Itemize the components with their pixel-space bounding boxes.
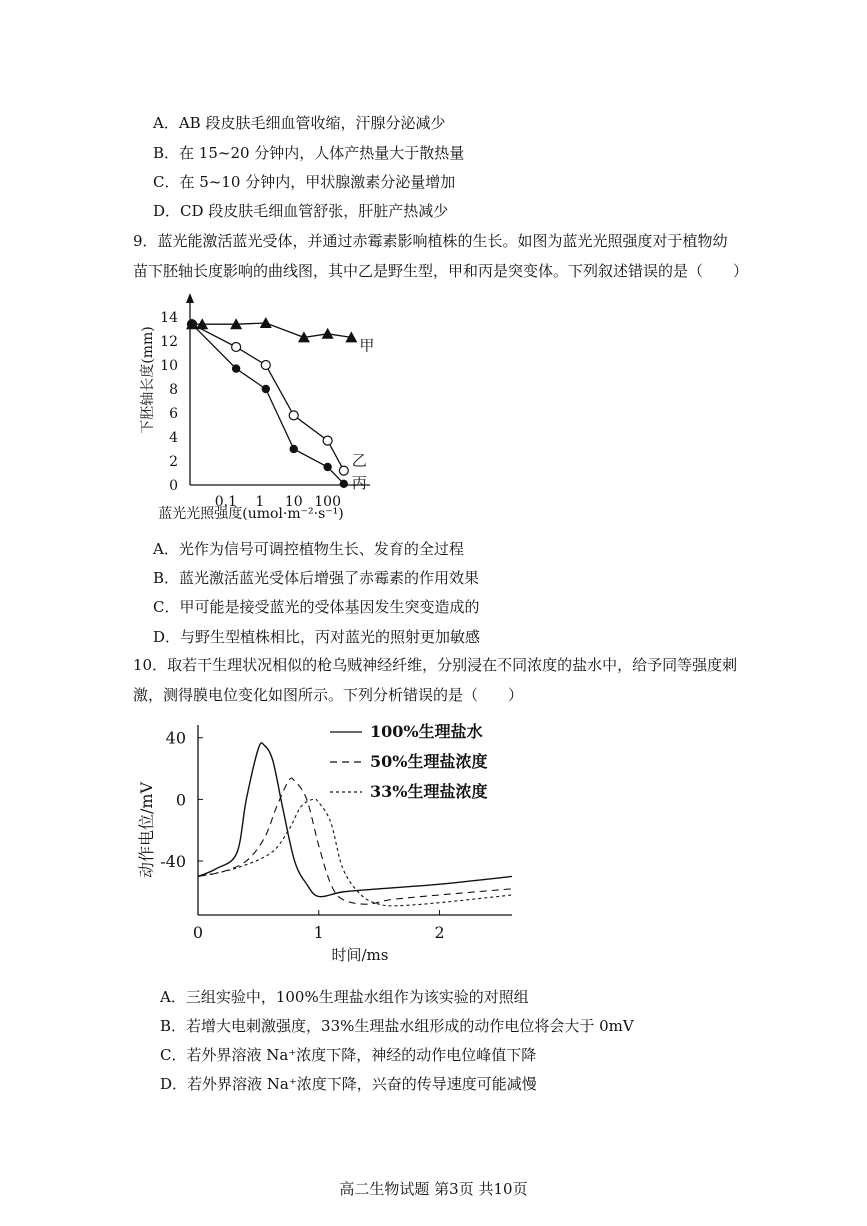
- chart2-legend-label: 33%生理盐浓度: [370, 782, 488, 801]
- chart1-filled-point: [290, 445, 298, 453]
- q8-option-c: C．在 5~10 分钟内，甲状腺激素分泌量增加: [153, 173, 456, 191]
- chart1-series-line-3: [192, 324, 344, 484]
- chart2-ylabel: 动作电位/mV: [137, 781, 156, 879]
- chart1-y-tick-label: 8: [169, 382, 178, 398]
- chart1-y-tick-label: 14: [160, 310, 178, 326]
- q9-option-b: B．蓝光激活蓝光受体后增强了赤霉素的作用效果: [153, 569, 480, 587]
- chart1-filled-point: [188, 320, 196, 328]
- chart1-x-tick-label: 100: [314, 494, 342, 510]
- chart1-series-label: 乙: [351, 451, 367, 470]
- chart1-triangle-point: [322, 328, 334, 339]
- chart1-filled-point: [262, 385, 270, 393]
- chart1-y-tick-label: 10: [160, 358, 178, 374]
- chart1-y-tick-label: 12: [160, 334, 178, 350]
- chart2-legend-label: 100%生理盐水: [370, 722, 483, 741]
- chart2-y-ticks: [160, 729, 203, 871]
- chart1-open-point: [261, 361, 270, 370]
- chart2-legend-label: 50%生理盐浓度: [370, 752, 488, 771]
- q10-stem-line1: 10．取若干生理状况相似的枪乌贼神经纤维，分别浸在不同浓度的盐水中，给予同等强度刺: [133, 656, 738, 674]
- q9-option-c: C．甲可能是接受蓝光的受体基因发生突变造成的: [153, 598, 480, 616]
- chart2-x-tick-label: 0: [192, 923, 204, 942]
- chart1-x-tick-label: 0.1: [214, 494, 238, 510]
- chart2-x-tick-label: 1: [313, 923, 324, 942]
- chart2-y-tick-label: 0: [175, 790, 186, 810]
- chart1-open-point: [232, 343, 241, 352]
- q9-stem-line2: 苗下胚轴长度影响的曲线图，其中乙是野生型，甲和丙是突变体。下列叙述错误的是（ ）: [133, 262, 749, 280]
- chart2-xlabel: 时间/ms: [331, 946, 389, 964]
- chart1-y-tick-label: 0: [169, 478, 178, 494]
- chart2-series-line-3: [198, 799, 512, 906]
- chart2-x-tick-label: 2: [434, 923, 445, 942]
- q9-option-d: D．与野生型植株相比，丙对蓝光的照射更加敏感: [153, 628, 481, 646]
- q8-option-b: B．在 15~20 分钟内，人体产热量大于散热量: [153, 144, 465, 162]
- q9-stem-line1: 9．蓝光能激活蓝光受体，并通过赤霉素影响植株的生长。如图为蓝光光照强度对于植物幼: [133, 232, 728, 250]
- chart1-series-label: 甲: [359, 336, 375, 355]
- page-footer: 高二生物试题 第3页 共10页: [339, 1180, 528, 1198]
- chart1-open-point: [339, 466, 348, 475]
- chart1-series: [186, 317, 374, 492]
- chart1-xlabel: 蓝光光照强度(umol·m⁻²·s⁻¹): [158, 506, 344, 522]
- chart1-x-tick-label: 1: [255, 494, 265, 510]
- chart2-legend: [330, 722, 487, 801]
- action-potential-chart: [130, 715, 530, 970]
- q10-option-d: D．若外界溶液 Na⁺浓度下降，兴奋的传导速度可能减慢: [160, 1075, 537, 1093]
- chart1-x-tick-label: 10: [284, 494, 303, 510]
- chart1-open-point: [323, 436, 332, 445]
- chart1-filled-point: [340, 480, 348, 488]
- q10-option-a: A．三组实验中，100%生理盐水组作为该实验的对照组: [160, 988, 529, 1006]
- q10-option-b: B．若增大电刺激强度，33%生理盐水组形成的动作电位将会大于 0mV: [160, 1017, 634, 1035]
- hypocotyl-length-chart: [130, 285, 420, 530]
- chart1-open-point: [289, 411, 298, 420]
- chart1-series-line-2: [192, 324, 344, 470]
- chart1-ylabel: 下胚轴长度(mm): [140, 326, 156, 434]
- chart1-y-tick-label: 6: [169, 406, 178, 422]
- q9-option-a: A．光作为信号可调控植物生长、发育的全过程: [153, 540, 464, 558]
- chart1-y-ticks: [160, 310, 178, 494]
- chart1-series-label: 丙: [351, 473, 367, 492]
- q10-stem-line2: 激，测得膜电位变化如图所示。下列分析错误的是（ ）: [133, 686, 524, 704]
- q10-option-c: C．若外界溶液 Na⁺浓度下降，神经的动作电位峰值下降: [160, 1046, 537, 1064]
- q8-option-d: D．CD 段皮肤毛细血管舒张，肝脏产热减少: [153, 202, 449, 220]
- chart1-axes: [186, 293, 370, 485]
- chart1-triangle-point: [260, 317, 272, 328]
- chart2-y-tick-label: -40: [160, 852, 186, 872]
- chart1-y-tick-label: 4: [169, 430, 178, 446]
- q8-option-a: A．AB 段皮肤毛细血管收缩，汗腺分泌减少: [153, 114, 446, 132]
- chart1-filled-point: [323, 463, 331, 471]
- chart1-filled-point: [232, 364, 240, 372]
- chart1-y-tick-label: 2: [169, 454, 178, 470]
- chart2-y-tick-label: 40: [165, 728, 186, 748]
- chart1-y-arrow: [186, 293, 194, 303]
